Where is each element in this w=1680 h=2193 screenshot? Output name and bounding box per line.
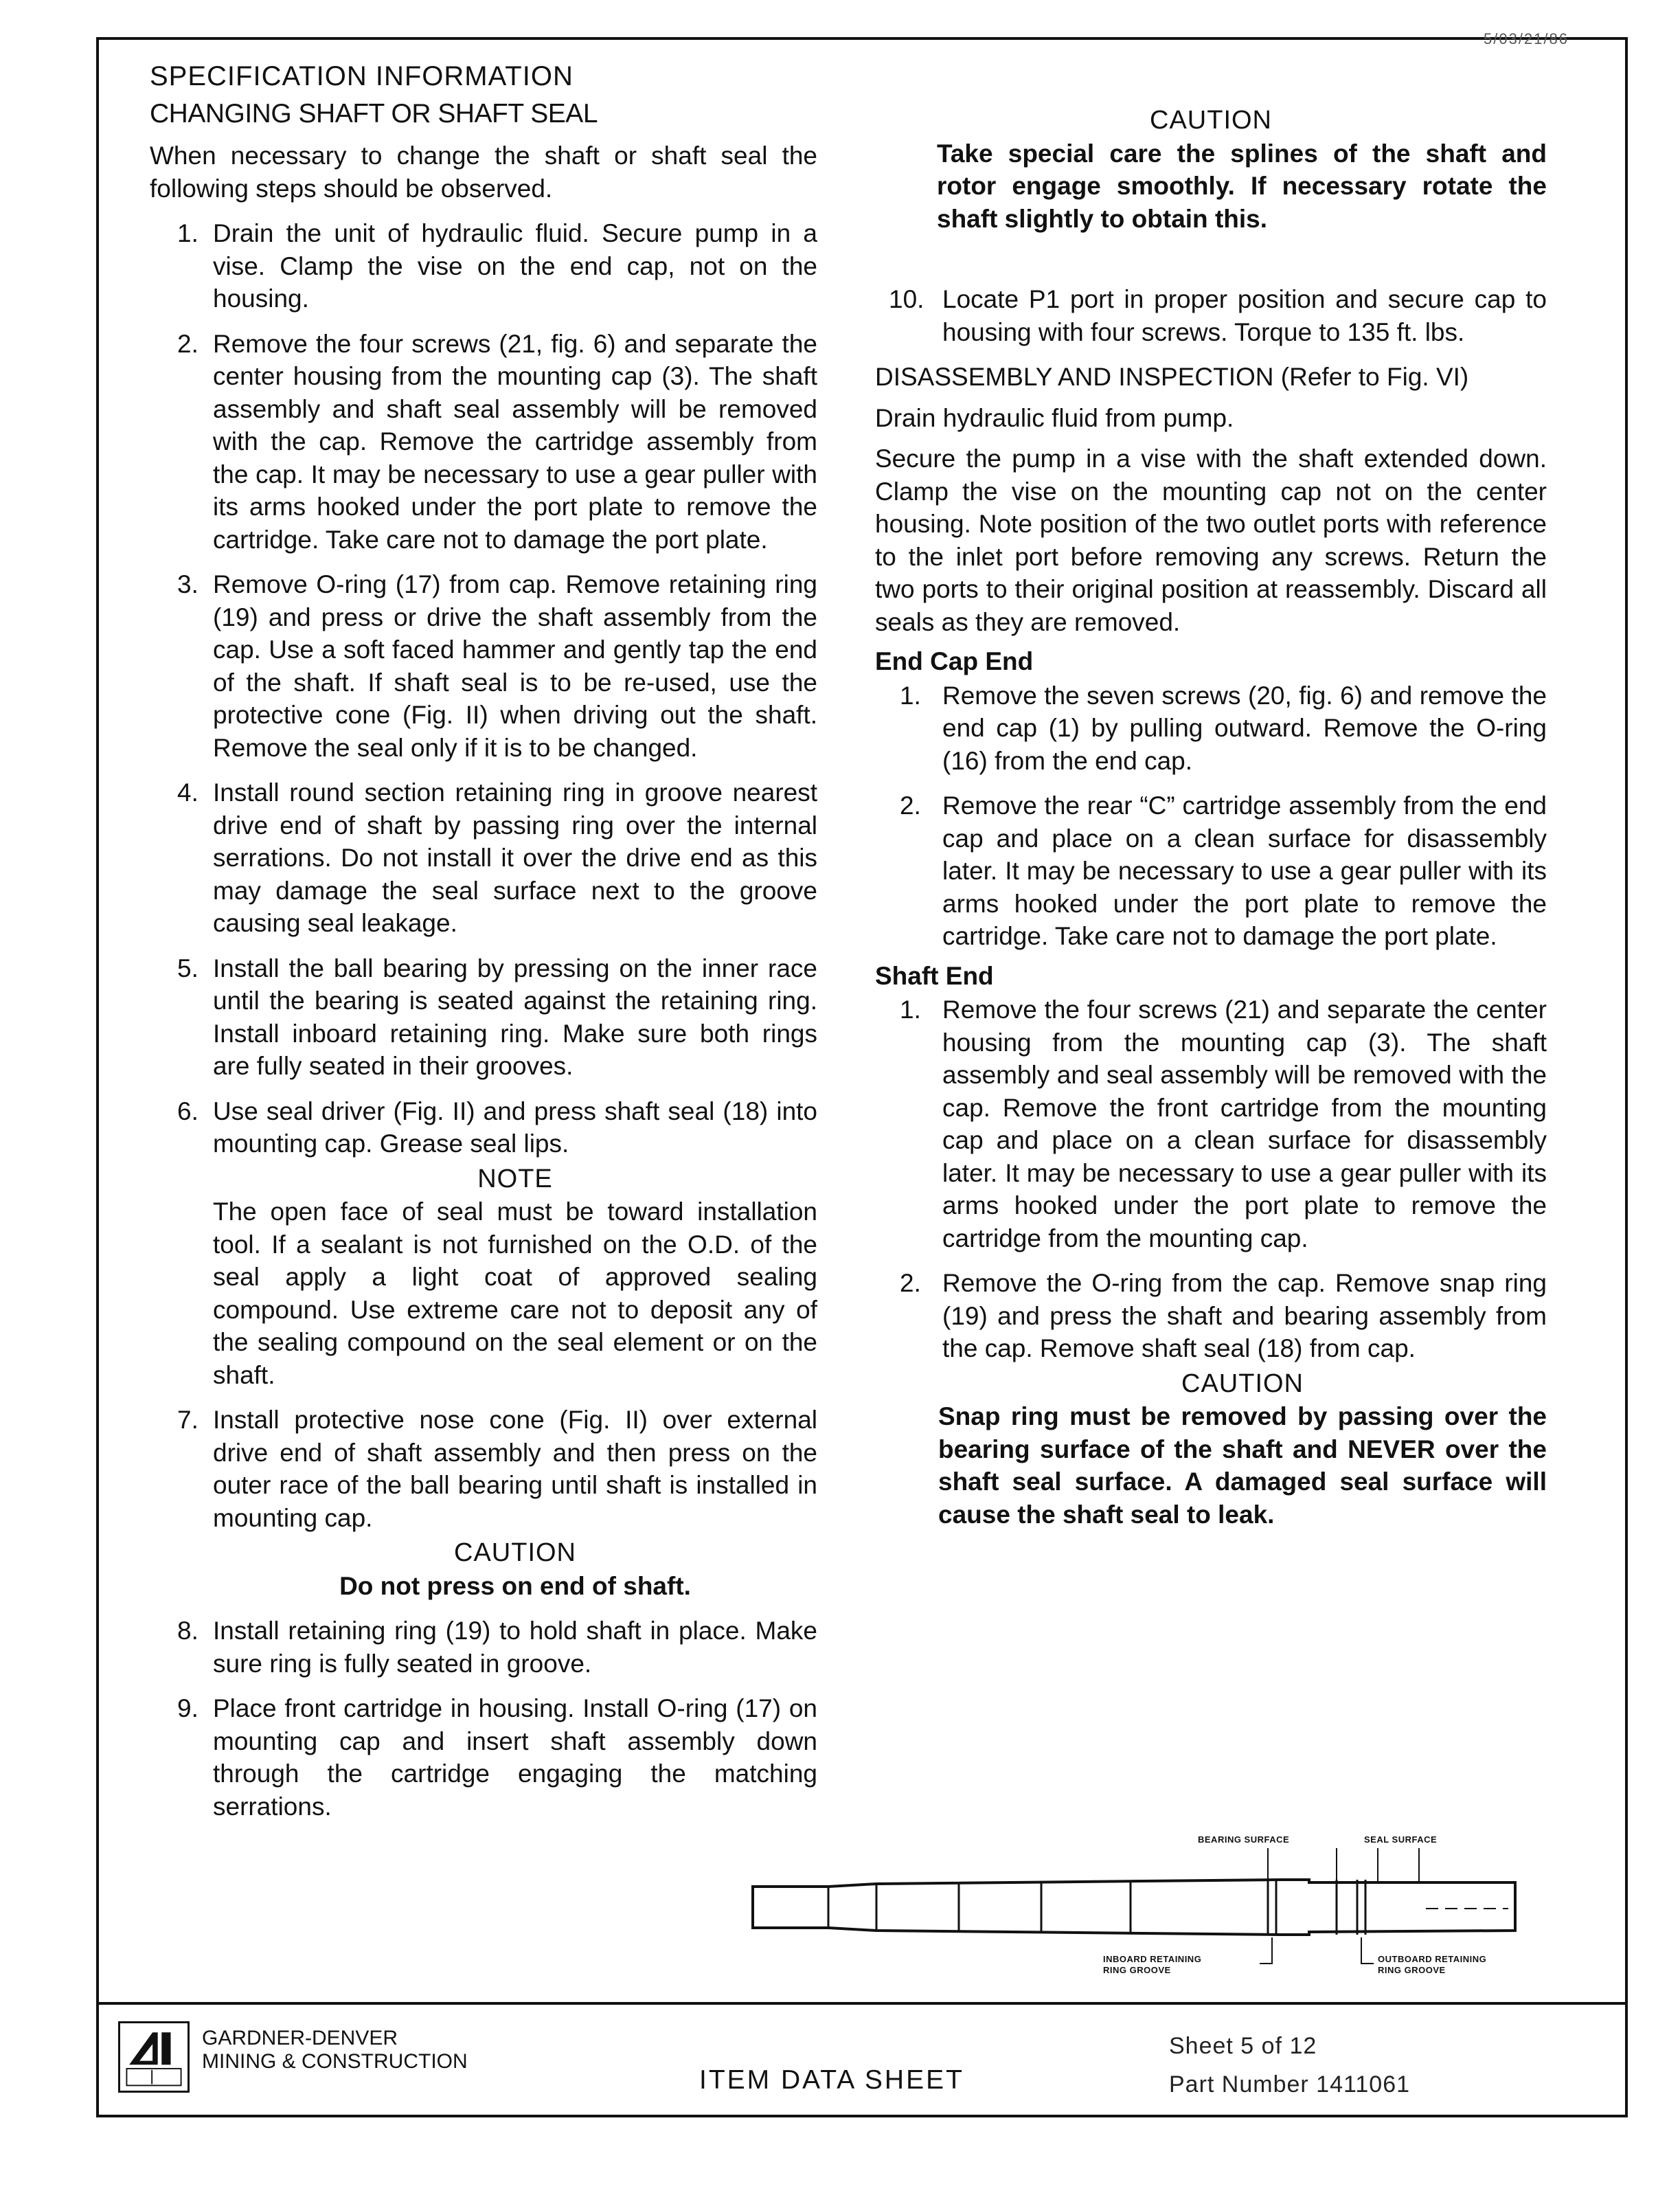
list-item: 5. Install the ball bearing by pressing on the inner race until the bearing is seated against the retaining ring. Install inboard retaining ring. Make sure both rings are fully seated in their grooves. [177, 954, 817, 1080]
list-item: 4. Install round section retaining ring in groove nearest drive end of shaft by passing ring over the internal serrations. Do not install it over the drive end as this may damage the seal surface next to the groove causing seal leakage. [177, 778, 817, 937]
list-item: 2. Remove the rear “C” cartridge assembly from the end cap and place on a clean surface for disassembly later. It may be necessary to use a gear puller with its arms hooked under the port plate to remove the cartridge. Take care not to damage the port plate. [900, 791, 1547, 950]
footer-divider [96, 2002, 1628, 2005]
reassembly-final-step [875, 283, 1547, 348]
list-item: 8. Install retaining ring (19) to hold shaft in place. Make sure ring is fully seated in groove. [177, 1617, 817, 1678]
list-item: 2. Remove the four screws (21, fig. 6) and separate the center housing from the mounting cap (3). The shaft assembly and shaft seal assembly will be removed with the cap. Remove the cartridge assembly from the cap. It may be necessary to use a gear puller with its arms hooked under the port plate to remove the cartridge. Take care not to damage the port plate. [177, 329, 817, 554]
end-cap-steps [875, 679, 1547, 953]
note-block [213, 1163, 817, 1392]
caution-text: Snap ring must be removed by passing over the bearing surface of the shaft and NEVER over the shaft seal surface. A damaged seal surface will cause the shaft seal to leak. [938, 1402, 1547, 1529]
company-line-1: GARDNER-DENVER [202, 2027, 398, 2049]
shaft-change-steps [150, 217, 817, 1160]
caution-title: CAUTION [454, 1538, 576, 1567]
list-item: 6. Use seal driver (Fig. II) and press shaft seal (18) into mounting cap. Grease seal lips. [177, 1096, 817, 1158]
seal-surface-label: SEAL SURFACE [1364, 1834, 1438, 1845]
outboard-groove-label-2: RING GROOVE [1378, 1965, 1446, 1975]
subsection-heading: CHANGING SHAFT OR SHAFT SEAL [150, 98, 598, 128]
shaft-end-steps [875, 993, 1547, 1365]
caution-title: CAUTION [1150, 106, 1272, 135]
bearing-surface-label: BEARING SURFACE [1198, 1834, 1290, 1845]
list-item: 9. Place front cartridge in housing. Install O-ring (17) on mounting cap and insert shaft assembly down through the cartridge engaging the matching serrations. [177, 1694, 817, 1821]
list-item: 1. Drain the unit of hydraulic fluid. Secure pump in a vise. Clamp the vise on the end cap, not on the housing. [177, 219, 817, 313]
shaft-change-steps-3 [150, 1615, 817, 1823]
document-title: ITEM DATA SHEET [699, 2065, 964, 2095]
document-code: 5/03/21/86 [1484, 30, 1569, 47]
sheet-info [1169, 2027, 1410, 2104]
note-title: NOTE [477, 1164, 553, 1193]
left-column [150, 60, 817, 1835]
drain-paragraph: Drain hydraulic fluid from pump. [875, 403, 1234, 432]
right-column [875, 103, 1547, 1531]
list-item: 1. Remove the four screws (21) and separate the center housing from the mounting cap (3). The shaft assembly and seal assembly will be removed with the cap. Remove the front cartridge from the mounting cap and place on a clean surface for disassembly later. It may be necessary to use a gear puller with its arms hooked under the port plate to remove the cartridge from the mounting cap. [900, 996, 1547, 1252]
caution-block [213, 1537, 817, 1602]
caution-title: CAUTION [1181, 1369, 1304, 1398]
company-name [202, 2027, 468, 2073]
section-heading: SPECIFICATION INFORMATION [150, 61, 574, 91]
company-line-2: MINING & CONSTRUCTION [202, 2050, 468, 2073]
shaft-end-label: Shaft End [875, 961, 994, 990]
gardner-denver-logo-icon [118, 2021, 190, 2093]
sheet-number: Sheet 5 of 12 [1169, 2033, 1317, 2059]
note-text: The open face of seal must be toward installation tool. If a sealant is not furnished on the O.D. of the seal apply a light coat of approved sealing compound. Use extreme care not to deposit any of the sealing compound on the seal element or on the shaft. [213, 1197, 817, 1389]
end-cap-label: End Cap End [875, 647, 1034, 675]
shaft-change-steps-2 [150, 1404, 817, 1534]
caution-text: Do not press on end of shaft. [339, 1571, 691, 1600]
intro-paragraph: When necessary to change the shaft or shaft seal the following steps should be observed. [150, 142, 817, 203]
shaft-diagram [746, 1827, 1536, 2006]
secure-paragraph: Secure the pump in a vise with the shaft extended down. Clamp the vise on the mounting cap not on the center housing. Note position of the two outlet ports with reference to the inlet port before removing any screws. Return the two ports to their original position at reassembly. Discard all seals as they are removed. [875, 445, 1547, 636]
list-item: 1. Remove the seven screws (20, fig. 6) and remove the end cap (1) by pulling outward. Remove the O-ring (16) from the end cap. [900, 681, 1547, 775]
outboard-groove-label: OUTBOARD RETAINING [1378, 1954, 1487, 1964]
list-item: 10. Locate P1 port in proper position and secure cap to housing with four screws. Torque to 135 ft. lbs. [889, 285, 1547, 346]
shaft-outline [753, 1880, 1515, 1935]
caution-block [938, 1368, 1547, 1531]
inboard-groove-label: INBOARD RETAINING [1103, 1954, 1202, 1964]
caution-text: Take special care the splines of the shaft and rotor engage smoothly. If necessary rotate the shaft slightly to obtain this. [937, 139, 1547, 233]
list-item: 7. Install protective nose cone (Fig. II) over external drive end of shaft assembly and then press on the outer race of the ball bearing until shaft is installed in mounting cap. [177, 1406, 817, 1532]
part-number: Part Number 1411061 [1169, 2071, 1411, 2098]
list-item: 3. Remove O-ring (17) from cap. Remove retaining ring (19) and press or drive the shaft assembly from the cap. Use a soft faced hammer and gently tap the end of the shaft. If shaft seal is to be re-used, use the protective cone (Fig. II) when driving out the shaft. Remove the seal only if it is to be changed. [177, 570, 817, 762]
list-item: 2. Remove the O-ring from the cap. Remove snap ring (19) and press the shaft and bearing assembly from the cap. Remove shaft seal (18) from cap. [900, 1269, 1547, 1362]
disassembly-heading: DISASSEMBLY AND INSPECTION (Refer to Fig. VI) [875, 363, 1469, 391]
inboard-groove-label-2: RING GROOVE [1103, 1965, 1171, 1975]
